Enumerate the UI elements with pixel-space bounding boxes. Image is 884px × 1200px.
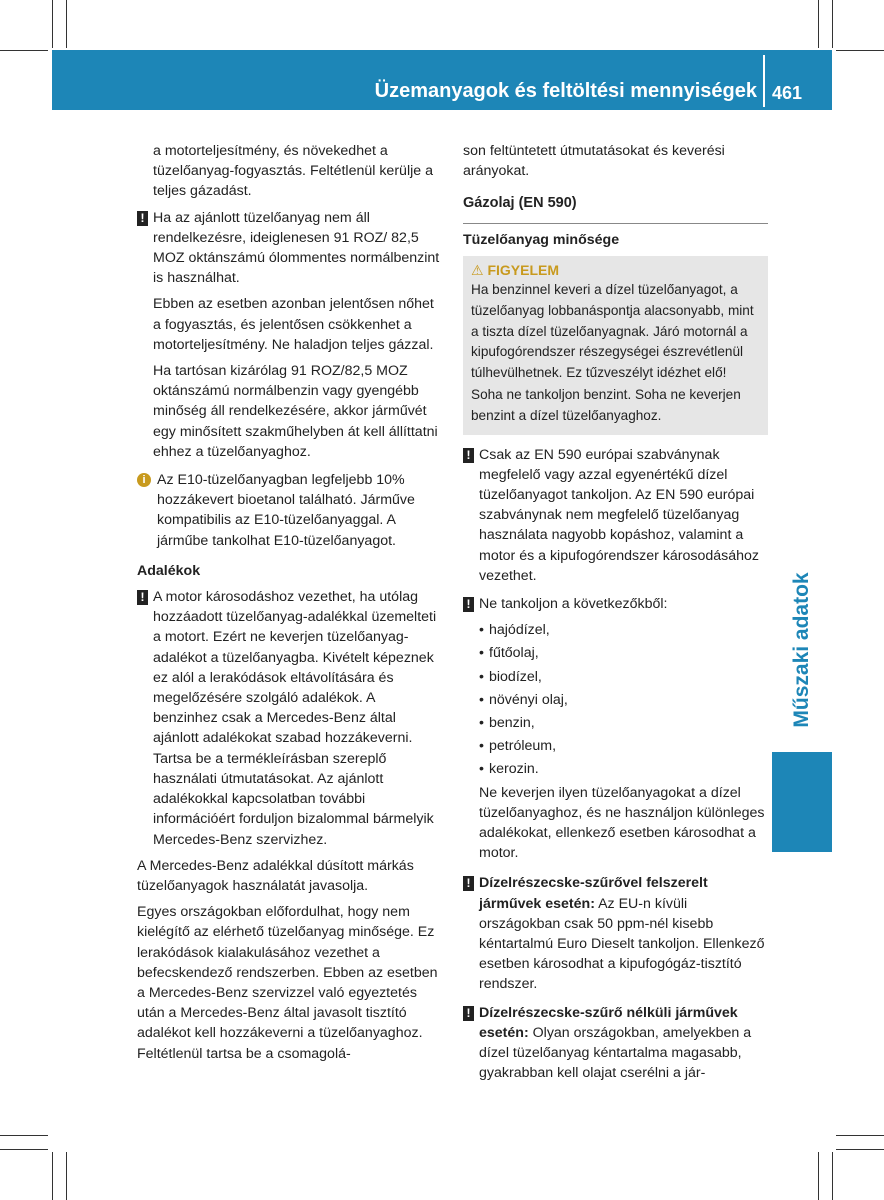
paragraph (479, 873, 768, 994)
list-item: • benzin, (479, 713, 768, 733)
crop-mark (0, 1135, 48, 1136)
paragraph: Soha ne tankoljon benzint. Soha ne keverjen benzint a dízel tüzelőanyaghoz. (471, 387, 741, 423)
subsection-heading: Tüzelőanyag minősége (463, 231, 620, 248)
crop-mark (52, 1152, 53, 1200)
paragraph: son feltüntetett útmutatásokat és keverési arányokat. (463, 143, 725, 180)
warning-title (471, 260, 760, 281)
list-item: • petróleum, (479, 736, 768, 756)
fuel-list (463, 620, 768, 779)
header-divider (763, 55, 765, 107)
caution-note (463, 594, 768, 614)
crop-mark (836, 1149, 884, 1150)
paragraph: Ebben az esetben azonban jelentősen nőhet a fogyasztás, és jelentősen csökkenhet a motorteljesítmény. Ne haladjon teljes gázzal. (153, 296, 434, 353)
paragraph: Tartsa be a termékleírásban szereplő használati útmutatásokat. Az ajánlott adalékokkal kapcsolatban további információért forduljon bizalommal bármelyik Mercedes-Benz szervizhez. (153, 750, 434, 848)
warning-triangle-icon: ⚠ (471, 261, 484, 278)
chapter-tab-label: Műszaki adatok (790, 572, 813, 728)
left-column (137, 141, 440, 1070)
exclamation-icon: ! (463, 597, 474, 612)
exclamation-icon: ! (463, 1006, 474, 1021)
caution-note (463, 1003, 768, 1084)
chapter-tab-marker (772, 752, 832, 852)
note-text: Olyan országokban, amelyekben a dízel tüzelőanyag kéntartalma magasabb, gyakrabban kell olajat cserélni a jár- (479, 1024, 752, 1082)
paragraph: A Mercedes-Benz adalékkal dúsított márkás tüzelőanyagok használatát javasolja. (137, 857, 414, 894)
caution-note (463, 445, 768, 586)
crop-mark (836, 1135, 884, 1136)
section-heading: Adalékok (137, 562, 201, 579)
info-note (137, 470, 440, 551)
crop-mark (0, 50, 48, 51)
crop-mark (66, 0, 67, 48)
warning-box (463, 256, 768, 435)
paragraph: Ha tartósan kizárólag 91 ROZ/82,5 MOZ oktánszámú normálbenzin vagy gyengébb minőség áll rendelkezésére, akkor járművét egy minősített szakműhelyben át kell állíttatni ehhez a tüzelőanyaghoz. (153, 363, 438, 460)
crop-mark (66, 1152, 67, 1200)
list-item: • biodízel, (479, 667, 768, 687)
warning-label: FIGYELEM (487, 261, 560, 278)
crop-mark (818, 0, 819, 48)
page-number: 461 (772, 83, 803, 103)
section-heading: Gázolaj (EN 590) (463, 193, 768, 223)
list-item: • növényi olaj, (479, 690, 768, 710)
bold-lead: Dízelrészecske-szűrővel felszerelt járművek esetén: (479, 875, 708, 912)
crop-mark (836, 50, 884, 51)
caution-note (137, 208, 440, 462)
chapter-tab (772, 560, 832, 740)
exclamation-icon: ! (137, 211, 148, 226)
crop-mark (818, 1152, 819, 1200)
caution-note (463, 873, 768, 994)
exclamation-icon: ! (463, 448, 474, 463)
paragraph: Ha benzinnel keveri a dízel tüzelőanyagot, a tüzelőanyag lobbanáspontja alacsonyabb, mint a tiszta dízel tüzelőanyagnak. Járó motornál a kipufogórendszer részegységei észrevétlenül túlhevülhetnek. Ez tűzveszélyt idézhet elő! (471, 282, 754, 380)
paragraph: A motor károsodáshoz vezethet, ha utólag hozzáadott tüzelőanyag-adalékkal üzemelteti a motort. Ezért ne keverjen tüzelőanyag-adalékot a tüzelőanyagba. Kivételt képeznek ez alól a lerakódások eltávolítására és megelőzésére szolgáló adalékok. A benzinhez csak a Mercedes-Benz által ajánlott adalékokat szabad hozzákeverni. (153, 589, 437, 747)
paragraph: Csak az EN 590 európai szabványnak megfelelő vagy azzal egyenértékű dízel tüzelőanyagot tankoljon. Az EN 590 európai szabványnak nem megfelelő tüzelőanyag használata nagyobb kopáshoz, valamint a motor és a kipufogórendszer károsodásához vezethet. (479, 446, 759, 584)
list-item: • fűtőolaj, (479, 643, 768, 663)
list-item: • kerozin. (479, 759, 768, 779)
crop-mark (832, 1152, 833, 1200)
paragraph: Ne tankoljon a következőkből: (479, 595, 668, 612)
caution-note (137, 587, 440, 850)
crop-mark (52, 0, 53, 48)
list-item: • hajódízel, (479, 620, 768, 640)
right-column (463, 141, 768, 1089)
info-icon: i (137, 473, 151, 487)
note-text: Az EU-n kívüli országokban csak 50 ppm-nél kisebb kéntartalmú Euro Dieselt tankoljon. Ellenkező esetben károsodhat a kipufogógáz-tisztító rendszer. (479, 895, 765, 993)
crop-mark (0, 1149, 48, 1150)
paragraph: Ha az ajánlott tüzelőanyag nem áll rendelkezésre, ideiglenesen 91 ROZ/ 82,5 MOZ oktánszámú ólommentes normálbenzint is használhat. (153, 209, 440, 287)
crop-mark (832, 0, 833, 48)
bold-lead: Dízelrészecske-szűrő nélküli járművek esetén: (479, 1004, 738, 1041)
paragraph: Ne keverjen ilyen tüzelőanyagokat a dízel tüzelőanyaghoz, és ne használjon különleges adalékokat, ellenkező esetben károsodhat a motor. (479, 784, 765, 862)
paragraph: a motorteljesítmény, és növekedhet a tüzelőanyag-fogyasztás. Feltétlenül kerülje a teljes gázadást. (153, 143, 433, 200)
exclamation-icon: ! (137, 590, 148, 605)
paragraph: Az E10-tüzelőanyagban legfeljebb 10% hozzákevert bioetanol található. Járműve kompatibilis az E10-tüzelőanyaggal. A járműbe tankolhat E10-tüzelőanyagot. (157, 472, 415, 549)
paragraph: Egyes országokban előfordulhat, hogy nem kielégítő az elérhető tüzelőanyag minősége. Ez lerakódások kialakulásához vezethet a befecskendező rendszerben. Ebben az esetben a Mercedes-Benz szervizzel való egyeztetés után a Mercedes-Benz által javasolt tisztító adalékot kell hozzákeverni a tüzelőanyaghoz. Feltétlenül tartsa be a csomagolá- (137, 904, 438, 1062)
paragraph (479, 1003, 768, 1084)
page-title: Üzemanyagok és feltöltési mennyiségek (374, 80, 757, 102)
exclamation-icon: ! (463, 876, 474, 891)
